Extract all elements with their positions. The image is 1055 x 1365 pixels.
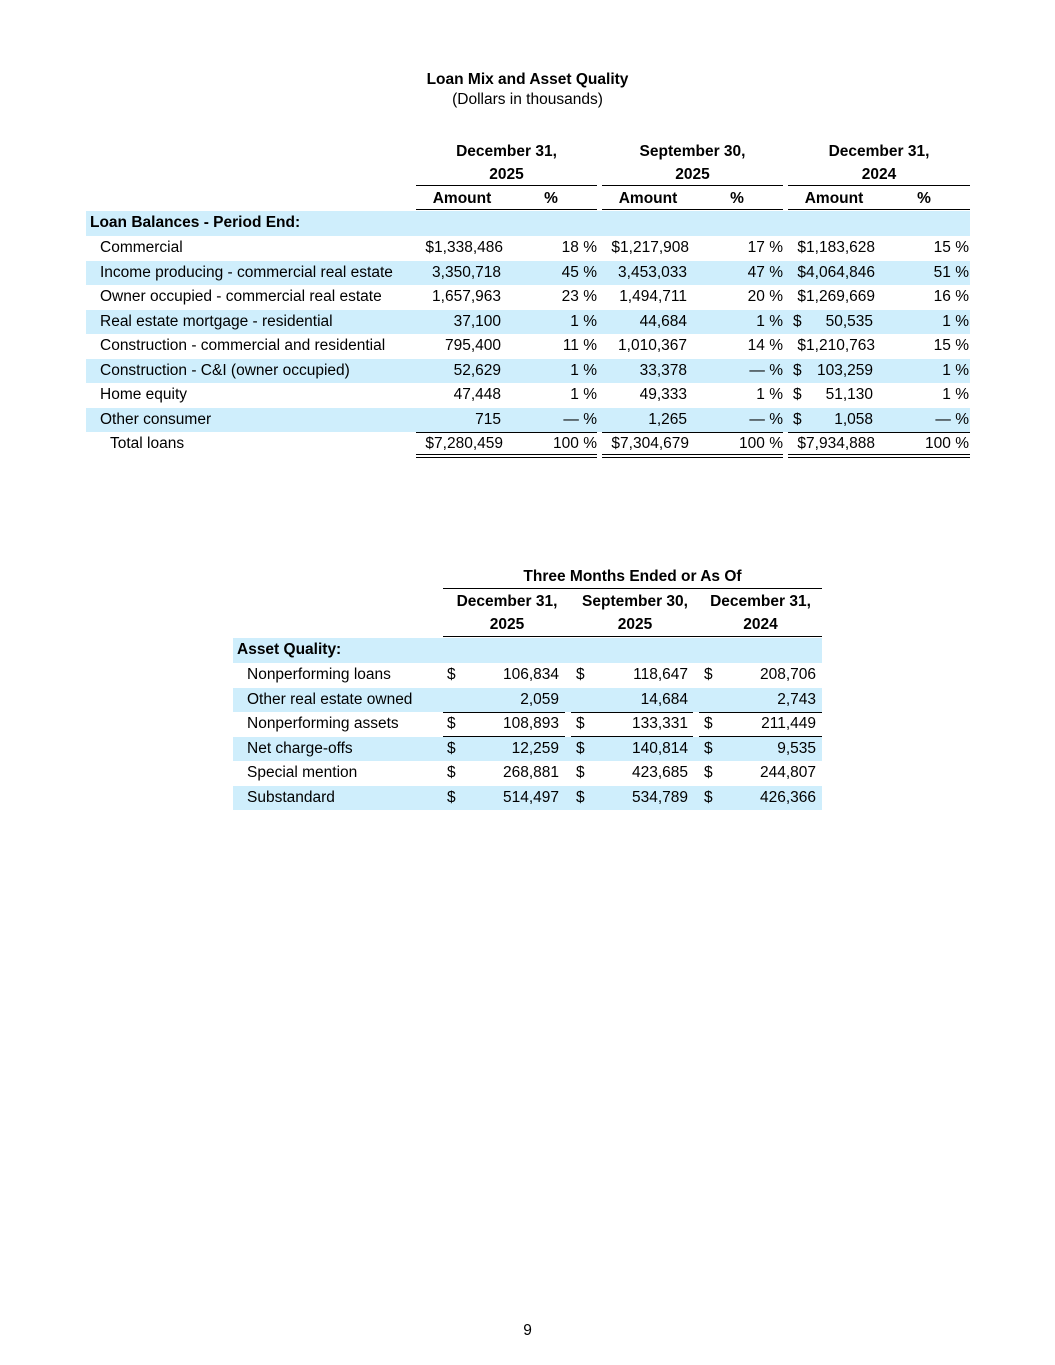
amount-cell: 1,265 bbox=[648, 410, 687, 428]
period-header-2: September 30, 2025 bbox=[639, 143, 746, 183]
currency-cell: $ bbox=[576, 739, 585, 757]
currency-cell: $ bbox=[793, 386, 802, 403]
amount-cell: $1,269,669 bbox=[797, 288, 875, 305]
amount-cell: 1,010,367 bbox=[618, 337, 687, 354]
currency-cell: $ bbox=[704, 666, 713, 683]
currency-cell: $ bbox=[447, 739, 456, 757]
report-subtitle: (Dollars in thousands) bbox=[452, 91, 603, 108]
report-title: Loan Mix and Asset Quality bbox=[426, 71, 629, 88]
currency-cell: $ bbox=[793, 361, 802, 379]
pct-cell: — % bbox=[935, 410, 969, 428]
amount-cell: 44,684 bbox=[639, 312, 687, 330]
pct-cell: 1 % bbox=[570, 361, 597, 379]
amount-cell: $1,210,763 bbox=[797, 337, 875, 354]
amount-cell: 106,834 bbox=[502, 666, 559, 683]
row-label: Construction - commercial and residential bbox=[100, 337, 386, 354]
amount-cell: 244,807 bbox=[759, 764, 816, 781]
amount-cell: 423,685 bbox=[631, 764, 688, 781]
row-label: Special mention bbox=[247, 764, 358, 781]
pct-cell: 1 % bbox=[570, 312, 597, 330]
page-number: 9 bbox=[523, 1322, 532, 1339]
row-label: Other consumer bbox=[100, 410, 212, 428]
row-label: Owner occupied - commercial real estate bbox=[100, 288, 382, 305]
pct-col-header: % bbox=[544, 190, 558, 207]
row-label: Home equity bbox=[100, 386, 188, 403]
row-label: Other real estate owned bbox=[247, 690, 413, 708]
table-row bbox=[86, 236, 970, 261]
pct-cell: 14 % bbox=[747, 337, 783, 354]
row-label: Construction - C&I (owner occupied) bbox=[100, 361, 350, 379]
amount-cell: 715 bbox=[475, 410, 501, 428]
currency-cell: $ bbox=[793, 312, 802, 330]
amount-cell: 33,378 bbox=[639, 361, 687, 379]
amount-cell: 37,100 bbox=[453, 312, 501, 330]
amount-cell: 118,647 bbox=[633, 666, 688, 683]
pct-cell: 20 % bbox=[747, 288, 783, 305]
amount-cell: 208,706 bbox=[759, 666, 816, 683]
pct-cell: 100 % bbox=[925, 435, 969, 452]
amount-cell: 17 % bbox=[747, 239, 783, 256]
currency-cell: $ bbox=[704, 739, 713, 757]
three-months-header: Three Months Ended or As Of bbox=[523, 568, 742, 585]
table-row bbox=[233, 786, 822, 811]
currency-cell: $ bbox=[793, 410, 802, 428]
pct-cell: 15 % bbox=[933, 337, 969, 354]
currency-cell: $ bbox=[447, 666, 456, 683]
amount-cell: 52,629 bbox=[453, 361, 501, 379]
pct-cell: 100 % bbox=[553, 435, 597, 452]
total-label: Total loans bbox=[110, 435, 185, 452]
amount-cell: 211,449 bbox=[761, 715, 816, 732]
amount-cell: 2,743 bbox=[777, 690, 816, 708]
pct-cell: 11 % bbox=[562, 337, 597, 354]
table-row bbox=[233, 761, 822, 786]
amount-cell: 14,684 bbox=[640, 690, 688, 708]
amount-cell: 12,259 bbox=[511, 739, 559, 757]
row-label: Commercial bbox=[100, 239, 183, 256]
currency-cell: $ bbox=[576, 666, 585, 683]
table-row bbox=[86, 310, 970, 335]
amount-cell: 1,058 bbox=[834, 410, 873, 428]
table-row bbox=[86, 285, 970, 310]
amount-cell: 133,331 bbox=[631, 715, 688, 732]
amount-cell: 795,400 bbox=[444, 337, 501, 354]
pct-cell: 51 % bbox=[933, 263, 969, 281]
amount-cell: 534,789 bbox=[631, 788, 688, 806]
pct-col-header: % bbox=[917, 190, 931, 207]
currency-cell: $ bbox=[704, 788, 713, 806]
amount-cell: 1,657,963 bbox=[432, 288, 501, 305]
pct-cell: 15 % bbox=[933, 239, 969, 256]
pct-cell: 18 % bbox=[561, 239, 597, 256]
aq-period-header-2: September 30, 2025 bbox=[582, 593, 688, 633]
period-header-3: December 31, 2024 bbox=[828, 143, 930, 183]
amount-cell: $7,304,679 bbox=[611, 435, 689, 452]
amount-cell: 3,453,033 bbox=[618, 263, 687, 281]
row-label: Substandard bbox=[247, 788, 335, 806]
total-row bbox=[86, 432, 970, 457]
currency-cell: $ bbox=[576, 715, 585, 732]
pct-cell: 16 % bbox=[933, 288, 969, 305]
pct-cell: 1 % bbox=[756, 386, 783, 403]
amount-cell: 50,535 bbox=[825, 312, 873, 330]
row-label: Income producing - commercial real estate bbox=[100, 263, 393, 281]
amount-cell: 9,535 bbox=[777, 739, 816, 757]
pct-cell: 47 % bbox=[747, 263, 783, 281]
currency-cell: $ bbox=[447, 715, 456, 732]
amount-col-header: Amount bbox=[618, 190, 678, 207]
table-row bbox=[86, 383, 970, 408]
table-row bbox=[86, 334, 970, 359]
pct-cell: 23 % bbox=[561, 288, 597, 305]
amount-cell: $1,338,486 bbox=[425, 239, 503, 256]
pct-cell: 45 % bbox=[561, 263, 597, 281]
section-label: Asset Quality: bbox=[237, 641, 342, 658]
table-row bbox=[86, 261, 970, 286]
currency-cell: $ bbox=[704, 764, 713, 781]
amount-cell: 514,497 bbox=[502, 788, 559, 806]
amount-cell: 103,259 bbox=[816, 361, 873, 379]
row-label: Net charge-offs bbox=[247, 739, 353, 757]
aq-period-header-1: December 31, 2025 bbox=[456, 593, 558, 633]
currency-cell: $ bbox=[576, 764, 585, 781]
amount-cell: 3,350,718 bbox=[432, 263, 501, 281]
table-row bbox=[233, 737, 822, 762]
amount-cell: $7,934,888 bbox=[797, 435, 875, 452]
amount-cell: 268,881 bbox=[502, 764, 559, 781]
row-label: Nonperforming loans bbox=[247, 666, 391, 683]
table-row bbox=[86, 359, 970, 384]
pct-cell: 1 % bbox=[942, 386, 969, 403]
amount-cell: 426,366 bbox=[759, 788, 816, 806]
amount-cell: 47,448 bbox=[453, 386, 501, 403]
currency-cell: $ bbox=[447, 764, 456, 781]
table-row bbox=[233, 712, 822, 737]
amount-cell: 1,494,711 bbox=[619, 288, 687, 305]
row-label: Nonperforming assets bbox=[247, 715, 399, 732]
pct-cell: 1 % bbox=[756, 312, 783, 330]
loan-balances-section bbox=[86, 211, 970, 236]
amount-col-header: Amount bbox=[432, 190, 492, 207]
pct-cell: 100 % bbox=[739, 435, 783, 452]
amount-cell: $1,183,628 bbox=[797, 239, 875, 256]
pct-cell: — % bbox=[749, 361, 783, 379]
amount-col-header: Amount bbox=[804, 190, 864, 207]
pct-col-header: % bbox=[730, 190, 744, 207]
pct-cell: 1 % bbox=[942, 312, 969, 330]
pct-cell: 1 % bbox=[570, 386, 597, 403]
pct-cell: — % bbox=[749, 410, 783, 428]
row-label: Real estate mortgage - residential bbox=[100, 312, 333, 330]
aq-period-header-3: December 31, 2024 bbox=[710, 593, 811, 633]
amount-cell: 140,814 bbox=[631, 739, 688, 757]
asset-quality-section bbox=[233, 638, 822, 663]
currency-cell: $ bbox=[704, 715, 713, 732]
amount-cell: 49,333 bbox=[639, 386, 687, 403]
amount-cell: 2,059 bbox=[520, 690, 559, 708]
table-row bbox=[233, 688, 822, 713]
currency-cell: $ bbox=[576, 788, 585, 806]
pct-cell: — % bbox=[563, 410, 597, 428]
amount-cell: 108,893 bbox=[502, 715, 559, 732]
period-header-1: December 31, 2025 bbox=[456, 143, 557, 183]
section-label: Loan Balances - Period End: bbox=[90, 214, 301, 231]
amount-cell: 51,130 bbox=[825, 386, 873, 403]
amount-cell: $7,280,459 bbox=[425, 435, 503, 452]
table-row bbox=[233, 663, 822, 688]
table-row bbox=[86, 408, 970, 433]
amount-cell: $1,217,908 bbox=[611, 239, 689, 256]
currency-cell: $ bbox=[447, 788, 456, 806]
pct-cell: 1 % bbox=[942, 361, 969, 379]
amount-cell: $4,064,846 bbox=[797, 263, 875, 281]
